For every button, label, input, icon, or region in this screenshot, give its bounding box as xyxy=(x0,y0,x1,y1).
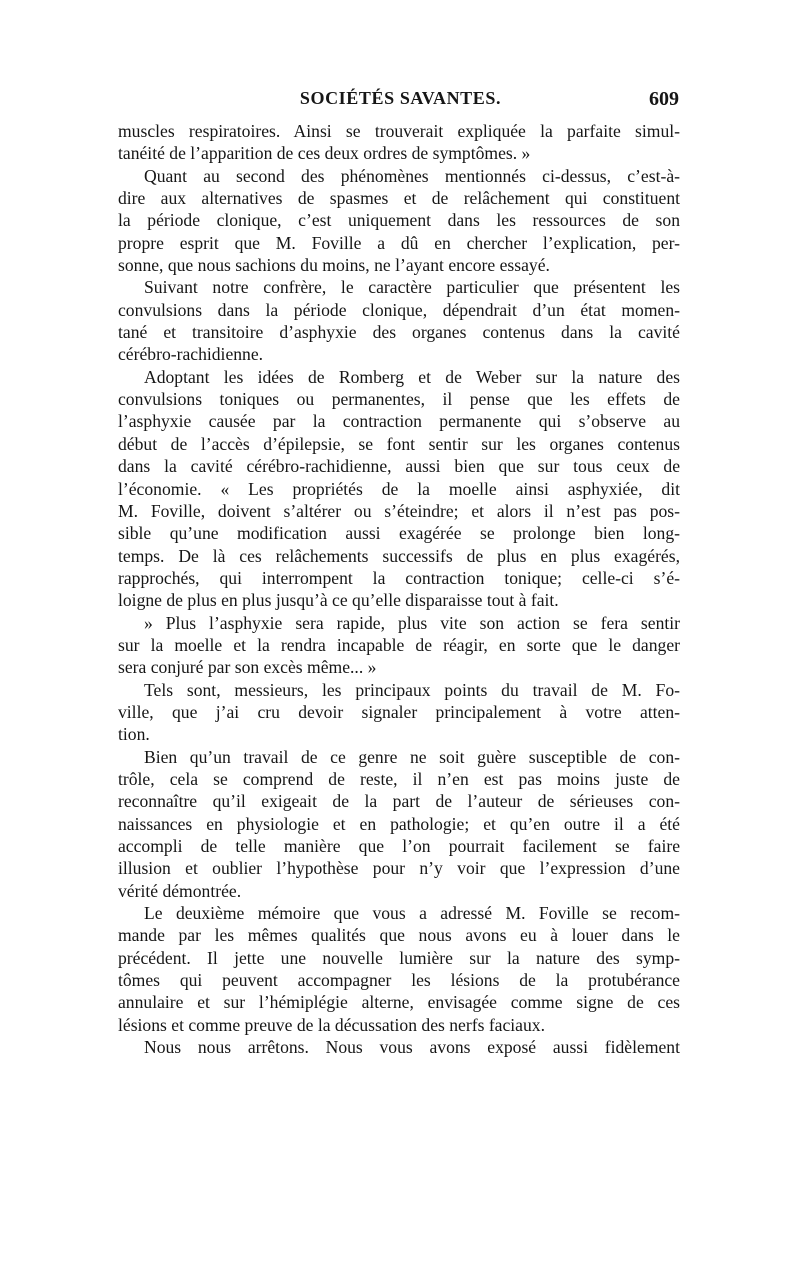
text-line: l’asphyxie causée par la contraction permanente qui s’observe au xyxy=(118,411,680,432)
text-line: M. Foville, doivent s’altérer ou s’éteindre; et alors il n’est pas pos- xyxy=(118,500,680,521)
text-line: convulsions toniques ou permanentes, il pense que les effets de xyxy=(118,389,680,410)
text-line: trôle, cela se comprend de reste, il n’en est pas moins juste de xyxy=(118,768,680,789)
text-line: ville, que j’ai cru devoir signaler principalement à votre atten- xyxy=(118,701,680,722)
body-text xyxy=(118,120,680,1058)
text-line: précédent. Il jette une nouvelle lumière sur la nature des symp- xyxy=(118,947,680,968)
text-line: tané et transitoire d’asphyxie des organes contenus dans la cavité xyxy=(118,322,680,343)
text-line: mande par les mêmes qualités que nous avons eu à louer dans le xyxy=(118,925,680,946)
text-line: dire aux alternatives de spasmes et de relâchement qui constituent xyxy=(118,188,680,209)
text-line: » Plus l’asphyxie sera rapide, plus vite son action se fera sentir xyxy=(144,612,680,633)
text-line: temps. De là ces relâchements successifs de plus en plus exagérés, xyxy=(118,545,680,566)
text-line: tômes qui peuvent accompagner les lésions de la protubérance xyxy=(118,970,680,991)
text-line: muscles respiratoires. Ainsi se trouverait expliquée la parfaite simul- xyxy=(118,121,680,141)
text-line: Adoptant les idées de Romberg et de Weber sur la nature des xyxy=(144,366,680,387)
text-line: sur la moelle et la rendra incapable de réagir, en sorte que le danger xyxy=(118,634,680,655)
text-line: Bien qu’un travail de ce genre ne soit guère susceptible de con- xyxy=(144,746,680,767)
text-line: rapprochés, qui interrompent la contraction tonique; celle-ci s’é- xyxy=(118,567,680,588)
text-line: cérébro-rachidienne. xyxy=(118,344,264,365)
running-head xyxy=(118,88,683,120)
text-line: naissances en physiologie et en pathologie; et qu’en outre il a été xyxy=(118,813,680,834)
text-line: Quant au second des phénomènes mentionnés ci-dessus, c’est-à- xyxy=(144,165,680,186)
text-line: sera conjuré par son excès même... » xyxy=(118,657,377,678)
text-line: Tels sont, messieurs, les principaux points du travail de M. Fo- xyxy=(144,679,680,700)
text-line: lésions et comme preuve de la décussation des nerfs faciaux. xyxy=(118,1014,545,1035)
text-line: accompli de telle manière que l’on pourrait facilement se faire xyxy=(118,836,680,856)
text-line: sonne, que nous sachions du moins, ne l’ayant encore essayé. xyxy=(118,255,550,276)
page-number: 609 xyxy=(649,88,679,110)
text-line: début de l’accès d’épilepsie, se font sentir sur les organes contenus xyxy=(118,433,680,454)
text-line: la période clonique, c’est uniquement dans les ressources de son xyxy=(118,210,680,231)
text-line: annulaire et sur l’hémiplégie alterne, envisagée comme signe de ces xyxy=(118,992,680,1013)
text-line: illusion et oublier l’hypothèse pour n’y voir que l’expression d’une xyxy=(118,858,680,879)
text-line: sible qu’une modification aussi exagérée se prolonge bien long- xyxy=(118,523,680,544)
text-line: Suivant notre confrère, le caractère particulier que présentent les xyxy=(144,277,680,298)
text-line: reconnaître qu’il exigeait de la part de l’auteur de sérieuses con- xyxy=(118,791,680,812)
text-line: Nous nous arrêtons. Nous vous avons exposé aussi fidèlement xyxy=(144,1037,680,1058)
text-line: loigne de plus en plus jusqu’à ce qu’elle disparaisse tout à fait. xyxy=(118,590,559,611)
text-line: Le deuxième mémoire que vous a adressé M. Foville se recom- xyxy=(144,903,680,924)
text-line: propre esprit que M. Foville a dû en chercher l’explication, per- xyxy=(118,232,680,253)
text-line: dans la cavité cérébro-rachidienne, aussi bien que sur tous ceux de xyxy=(118,456,680,477)
running-title: SOCIÉTÉS SAVANTES. xyxy=(299,88,502,108)
text-line: vérité démontrée. xyxy=(118,880,242,901)
text-line: l’économie. « Les propriétés de la moelle ainsi asphyxiée, dit xyxy=(118,478,680,499)
text-line: tanéité de l’apparition de ces deux ordres de symptômes. » xyxy=(118,143,531,164)
text-line: tion. xyxy=(118,724,150,745)
text-line: convulsions dans la période clonique, dépendrait d’un état momen- xyxy=(118,299,680,320)
